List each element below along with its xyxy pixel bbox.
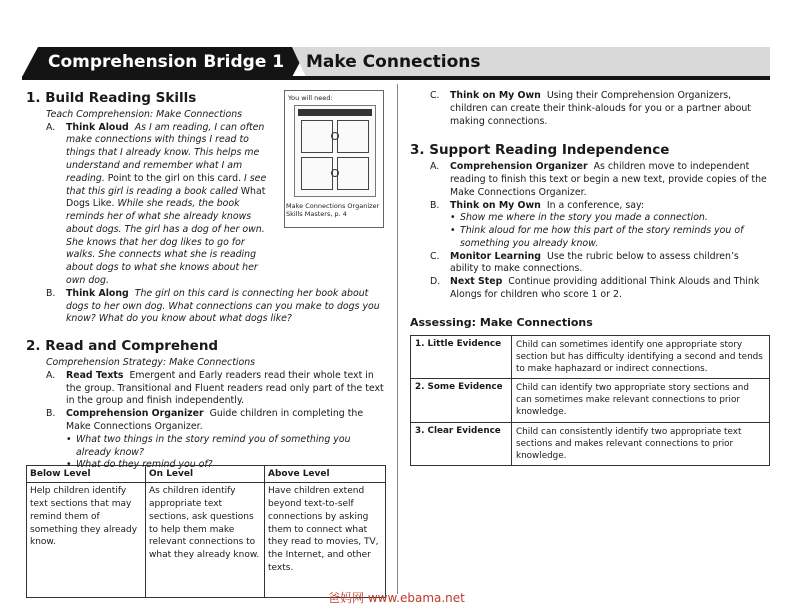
level-table — [26, 465, 386, 598]
section1-step-a — [46, 122, 276, 288]
step-keyword: Read Texts — [66, 369, 124, 381]
think-along-text: The girl on this card is connecting her book about dogs to her own dog. What connections can you make to dogs you know? What do you know about what dogs like? — [66, 287, 380, 325]
column-header: On Level — [146, 466, 265, 483]
section3-bullets — [450, 212, 770, 250]
step-letter: A. — [46, 121, 56, 133]
step-letter: B. — [46, 287, 56, 299]
list-item: • What do they remind you of? — [66, 459, 384, 472]
watermark: 爸妈网 www.ebama.net — [328, 591, 465, 605]
materials-caption-line1: Make Connections Organizer — [286, 202, 380, 210]
section3-step-d — [430, 276, 770, 302]
step-keyword: Comprehension Organizer — [450, 161, 588, 173]
section3-heading: 3. Support Reading Independence — [410, 142, 670, 159]
list-item: • What two things in the story remind you of something you already know? — [66, 434, 384, 460]
section3-step-c — [430, 251, 770, 277]
list-item: • Think aloud for me how this part of the story reminds you of something you already know. — [450, 225, 770, 251]
think-aloud-text5: While she reads, the book reminds her of what she already knows about dogs. The girl has a dog of her own. She knows that her dog likes to go for walks. She connects what she is reading about dogs to what she knows about her own dog. — [66, 198, 265, 287]
column-header: Above Level — [265, 466, 386, 483]
materials-caption — [286, 203, 384, 219]
rubric-level: 3. Clear Evidence — [411, 422, 512, 465]
monitor-learning-text: Use the rubric below to assess children’s ability to make connections. — [450, 250, 739, 275]
section2-step-c — [430, 90, 770, 128]
column-divider — [397, 84, 398, 594]
organizer-cell — [301, 120, 333, 153]
table-header-row — [27, 466, 386, 483]
section1-step-b — [46, 288, 384, 326]
bridge-title: Comprehension Bridge 1 — [48, 52, 285, 72]
section1-subheading: Teach Comprehension: Make Connections — [46, 108, 243, 120]
table-row — [411, 379, 770, 422]
read-texts-text: Emergent and Early readers read their whole text in the group. Transitional and Fluent readers read only part of the text in the group and finish independently. — [66, 369, 384, 407]
link-icon — [331, 132, 339, 140]
link-icon — [331, 169, 339, 177]
step-letter: A. — [46, 369, 56, 381]
materials-title: You will need: — [288, 94, 333, 102]
step-keyword: Think on My Own — [450, 90, 541, 101]
table-row — [27, 483, 386, 598]
rubric-description: Child can consistently identify two appropriate text sections and makes relevant connections to prior knowledge. — [512, 422, 770, 465]
step-letter: A. — [430, 161, 440, 173]
left-column — [26, 90, 384, 472]
think-on-my-own-text: Using their Comprehension Organizers, children can create their think-alouds for you or a partner about making connections. — [450, 90, 751, 127]
right-column — [410, 90, 770, 466]
rubric-level: 2. Some Evidence — [411, 379, 512, 422]
organizer-cell — [337, 120, 369, 153]
conference-text: In a conference, say: — [546, 199, 645, 211]
table-cell: Help children identify text sections that may remind them of something they already know. — [27, 483, 146, 598]
section2-subheading: Comprehension Strategy: Make Connections — [46, 357, 256, 369]
step-keyword: Next Step — [450, 276, 503, 288]
step-keyword: Think Aloud — [66, 121, 129, 133]
section2-step-b — [46, 408, 384, 434]
step-keyword: Think on My Own — [450, 199, 541, 211]
think-aloud-text1: As I am reading, I can often make connections with things I read to things that I already know. This helps me understand and remember what I am reading. — [66, 121, 265, 184]
column-header: Below Level — [27, 466, 146, 483]
organizer-text: Guide children in completing the Make Connections Organizer. — [66, 408, 364, 432]
step-letter: C. — [430, 90, 440, 101]
organizer-title-strip — [298, 109, 372, 116]
materials-box — [284, 90, 384, 228]
think-aloud-text3: I see that this girl is reading a book called — [66, 172, 267, 197]
rubric-description: Child can sometimes identify one appropriate story section but has difficulty identifying a second and tends to make haphazard or indirect connections. — [512, 335, 770, 378]
strategy-title: Make Connections — [306, 52, 481, 72]
section3-step-a — [430, 161, 770, 199]
think-aloud-text2: Point to the girl on this card. — [107, 172, 242, 184]
table-cell: Have children extend beyond text-to-self connections by asking them to connect what they read to movies, TV, the Internet, and other texts. — [265, 483, 386, 598]
rubric-level: 1. Little Evidence — [411, 335, 512, 378]
independence-organizer-text: As children move to independent reading to finish this text or begin a new text, provide copies of the Make Connections Organizer. — [450, 161, 767, 198]
step-keyword: Think Along — [66, 287, 129, 299]
section2-step-a — [46, 370, 384, 408]
table-cell: As children identify appropriate text sections, ask questions to help them make relevant connections to what they already know. — [146, 483, 265, 598]
section2-heading: 2. Read and Comprehend — [26, 338, 219, 355]
table-row — [411, 335, 770, 378]
step-keyword: Monitor Learning — [450, 250, 542, 262]
step-letter: B. — [430, 199, 440, 211]
step-letter: C. — [430, 250, 440, 262]
assessing-heading: Assessing: Make Connections — [410, 315, 593, 329]
rubric-table — [410, 335, 770, 466]
rubric-description: Child can identify two appropriate story sections and can sometimes make relevant connections to prior knowledge. — [512, 379, 770, 422]
organizer-cell — [301, 157, 333, 190]
section1-heading: 1. Build Reading Skills — [26, 90, 197, 106]
step-letter: B. — [46, 408, 56, 420]
materials-caption-line2: Skills Masters, p. 4 — [286, 209, 347, 218]
section3-step-b — [430, 200, 770, 213]
organizer-thumbnail — [294, 105, 376, 197]
next-step-text: Continue providing additional Think Alouds and Think Alongs for children who score 1 or 2. — [450, 276, 760, 301]
step-letter: D. — [430, 276, 441, 288]
header-rule — [22, 76, 770, 80]
organizer-cell — [337, 157, 369, 190]
list-item: • Show me where in the story you made a connection. — [450, 212, 770, 225]
table-row — [411, 422, 770, 465]
step-keyword: Comprehension Organizer — [66, 408, 204, 420]
book-title: What Dogs Like. — [66, 185, 266, 210]
